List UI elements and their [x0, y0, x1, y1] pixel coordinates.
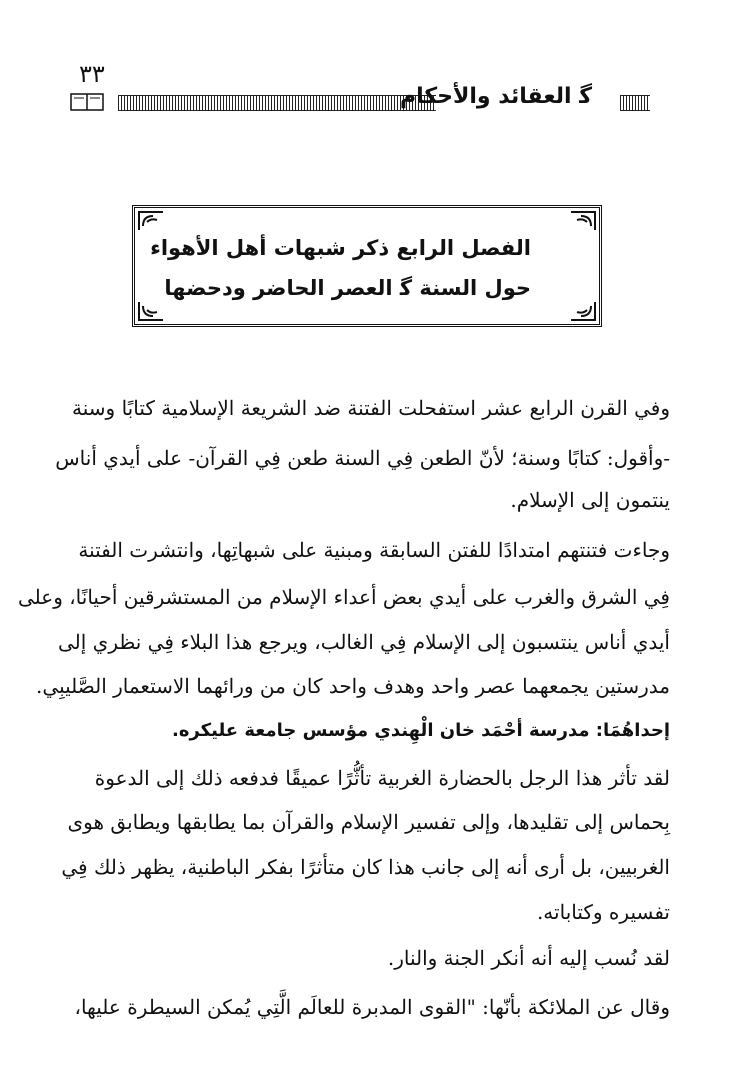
- body-line: فِي الشرق والغرب على أيدي بعض أعداء الإسلام من المستشرقين أحيانًا، وعلى: [17, 585, 670, 609]
- body-line: لقد نُسب إليه أنه أنكر الجنة والنار.: [387, 946, 670, 970]
- page-number: ٣٣: [79, 60, 105, 88]
- body-line: تفسيره وكتاباته.: [536, 900, 670, 924]
- body-line: وجاءت فتنتهم امتدادًا للفتن السابقة ومبنية على شبهاتِها، وانتشرت الفتنة: [78, 538, 670, 562]
- body-line: أيدي أناس ينتسبون إلى الإسلام فِي الغالب، ويرجع هذا البلاء فِي نظري إلى: [57, 630, 670, 654]
- body-line: وقال عن الملائكة بأنّها: "القوى المدبرة للعالَم الَّتِي يُمكن السيطرة عليها،: [74, 995, 670, 1019]
- body-line: مدرستين يجمعهما عصر واحد وهدف واحد كان من ورائهما الاستعمار الصَّليبِي.: [36, 674, 670, 698]
- ornament-corner-icon: [569, 300, 597, 322]
- body-line: -وأقول: كتابًا وسنة؛ لأنّ الطعن فِي السنة طعن فِي القرآن- على أيدي أناس: [55, 446, 670, 470]
- book-icon: [70, 93, 104, 111]
- body-line: لقد تأثر هذا الرجل بالحضارة الغربية تأثُّرًا عميقًا فدفعه ذلك إلى الدعوة: [94, 766, 670, 790]
- running-header-title: ﮔ العقائد والأحكام: [399, 84, 592, 109]
- chapter-title-box: [132, 205, 602, 327]
- body-line: وفي القرن الرابع عشر استفحلت الفتنة ضد الشريعة الإسلامية كتابًا وسنة: [72, 396, 670, 420]
- header-hatch-left: [118, 95, 436, 111]
- ornament-corner-icon: [569, 210, 597, 232]
- body-line: بِحماس إلى تقليدها، وإلى تفسير الإسلام والقرآن بما يطابقها ويطابق هوى: [67, 810, 670, 834]
- section-heading: إحداهُمَا: مدرسة أحْمَد خان الْهِندي مؤسس جامعة عليكره.: [171, 720, 670, 741]
- ornament-corner-icon: [137, 210, 165, 232]
- chapter-title-line-1: الفصل الرابع ذكر شبهات أهل الأهواء: [150, 236, 531, 260]
- ornament-corner-icon: [137, 300, 165, 322]
- chapter-title-line-2: حول السنة ﮔ العصر الحاضر ودحضها: [164, 276, 531, 300]
- body-line: ينتمون إلى الإسلام.: [510, 488, 670, 512]
- header-hatch-right: [620, 95, 650, 111]
- body-line: الغربيين، بل أرى أنه إلى جانب هذا كان متأثرًا بفكر الباطنية، يظهر ذلك فِي: [61, 855, 670, 879]
